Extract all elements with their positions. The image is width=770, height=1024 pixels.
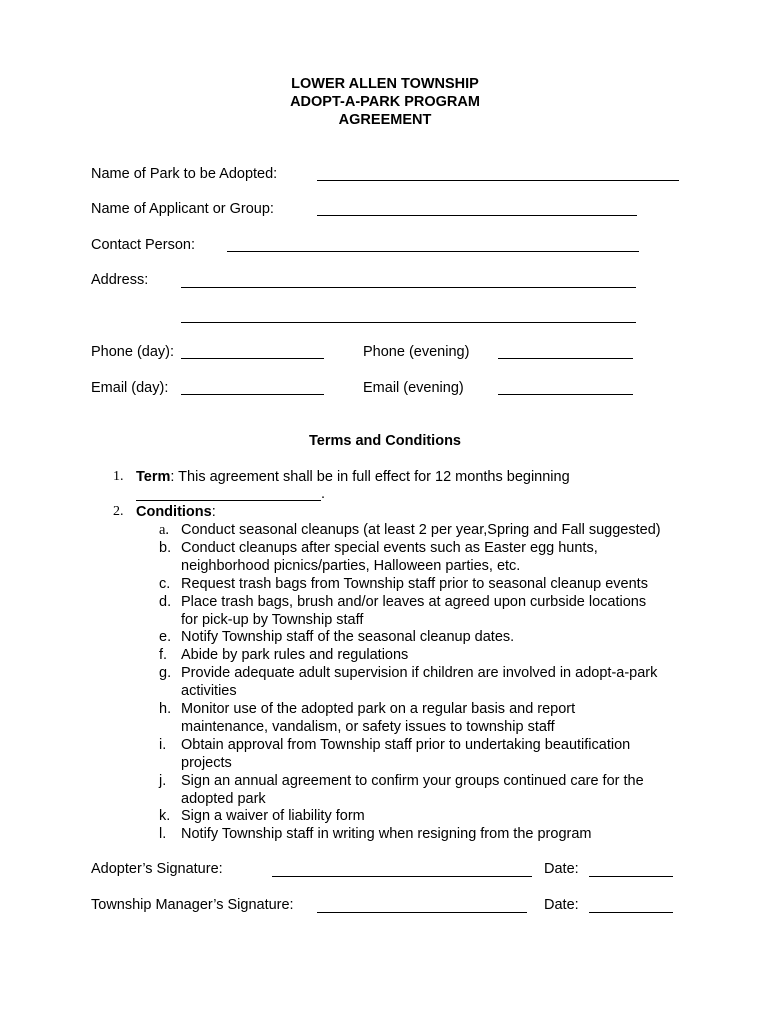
contact-field[interactable]	[227, 251, 639, 252]
condition-letter: a.	[159, 522, 170, 538]
applicant-label: Name of Applicant or Group:	[91, 201, 274, 217]
condition-text: Conduct seasonal cleanups (at least 2 per year,Spring and Fall suggested)	[181, 522, 661, 538]
manager-date-field[interactable]	[589, 912, 673, 913]
condition-text: Monitor use of the adopted park on a regular basis and report	[181, 701, 576, 717]
park-name-field[interactable]	[317, 180, 679, 181]
term-end-period: .	[321, 486, 326, 502]
phone-day-field[interactable]	[181, 358, 324, 359]
park-name-label: Name of Park to be Adopted:	[91, 166, 278, 182]
condition-text: maintenance, vandalism, or safety issues to township staff	[181, 718, 555, 735]
condition-letter: c.	[159, 575, 171, 592]
applicant-field[interactable]	[317, 215, 637, 216]
contact-label: Contact Person:	[91, 237, 195, 253]
condition-letter: d.	[159, 593, 172, 610]
doc-title-line1: LOWER ALLEN TOWNSHIP	[291, 76, 479, 92]
condition-text: Conduct cleanups after special events such as Easter egg hunts,	[181, 539, 598, 556]
term-start-date-field[interactable]	[136, 500, 321, 501]
manager-signature-label: Township Manager’s Signature:	[91, 897, 294, 913]
condition-text: Place trash bags, brush and/or leaves at agreed upon curbside locations	[181, 593, 647, 610]
conditions-heading	[136, 504, 216, 520]
email-evening-field[interactable]	[498, 394, 633, 395]
condition-letter: f.	[159, 647, 168, 664]
phone-evening-field[interactable]	[498, 358, 633, 359]
condition-text: adopted park	[181, 790, 266, 807]
address-field-line1[interactable]	[181, 287, 636, 288]
condition-text: for pick-up by Township staff	[181, 611, 364, 628]
term-number: 1.	[113, 469, 124, 484]
address-field-line2[interactable]	[181, 322, 636, 323]
term-item	[136, 469, 570, 485]
manager-date-label: Date:	[544, 897, 579, 913]
condition-letter: k.	[159, 808, 171, 825]
condition-text: Notify Township staff of the seasonal cleanup dates.	[181, 629, 515, 646]
condition-letter: l.	[159, 826, 167, 843]
conditions-label: Conditions	[136, 504, 212, 520]
condition-text: Obtain approval from Township staff prior to undertaking beautification	[181, 736, 631, 753]
address-label: Address:	[91, 272, 149, 288]
condition-text: Abide by park rules and regulations	[181, 647, 409, 664]
condition-letter: j.	[159, 772, 167, 789]
condition-text: activities	[181, 683, 237, 700]
manager-signature-field[interactable]	[317, 912, 527, 913]
condition-text: Sign a waiver of liability form	[181, 808, 365, 825]
condition-letter: b.	[159, 539, 172, 556]
doc-title-line3: AGREEMENT	[338, 112, 432, 128]
condition-letter: h.	[159, 701, 172, 717]
condition-text: Request trash bags from Township staff prior to seasonal cleanup events	[181, 575, 648, 592]
condition-text: neighborhood picnics/parties, Halloween parties, etc.	[181, 557, 521, 574]
condition-text: projects	[181, 754, 232, 771]
term-label: Term	[136, 469, 171, 485]
email-evening-label: Email (evening)	[363, 380, 464, 396]
terms-heading: Terms and Conditions	[309, 433, 461, 449]
condition-text: Sign an annual agreement to confirm your groups continued care for the	[181, 772, 644, 789]
phone-evening-label: Phone (evening)	[363, 344, 470, 360]
adopter-signature-label: Adopter’s Signature:	[91, 861, 223, 877]
email-day-label: Email (day):	[91, 380, 169, 396]
condition-text: Notify Township staff in writing when resigning from the program	[181, 826, 592, 843]
conditions-colon: :	[211, 504, 216, 520]
condition-letter: e.	[159, 629, 172, 646]
adopter-signature-field[interactable]	[272, 876, 532, 877]
condition-letter: i.	[159, 736, 167, 753]
phone-day-label: Phone (day):	[91, 344, 175, 360]
adopter-date-field[interactable]	[589, 876, 673, 877]
adopter-date-label: Date:	[544, 861, 579, 877]
condition-letter: g.	[159, 665, 172, 682]
term-text: : This agreement shall be in full effect for 12 months beginning	[170, 469, 570, 485]
condition-text: Provide adequate adult supervision if children are involved in adopt-a-park	[181, 665, 658, 682]
email-day-field[interactable]	[181, 394, 324, 395]
conditions-number: 2.	[113, 504, 124, 519]
doc-title-line2: ADOPT-A-PARK PROGRAM	[290, 94, 480, 110]
